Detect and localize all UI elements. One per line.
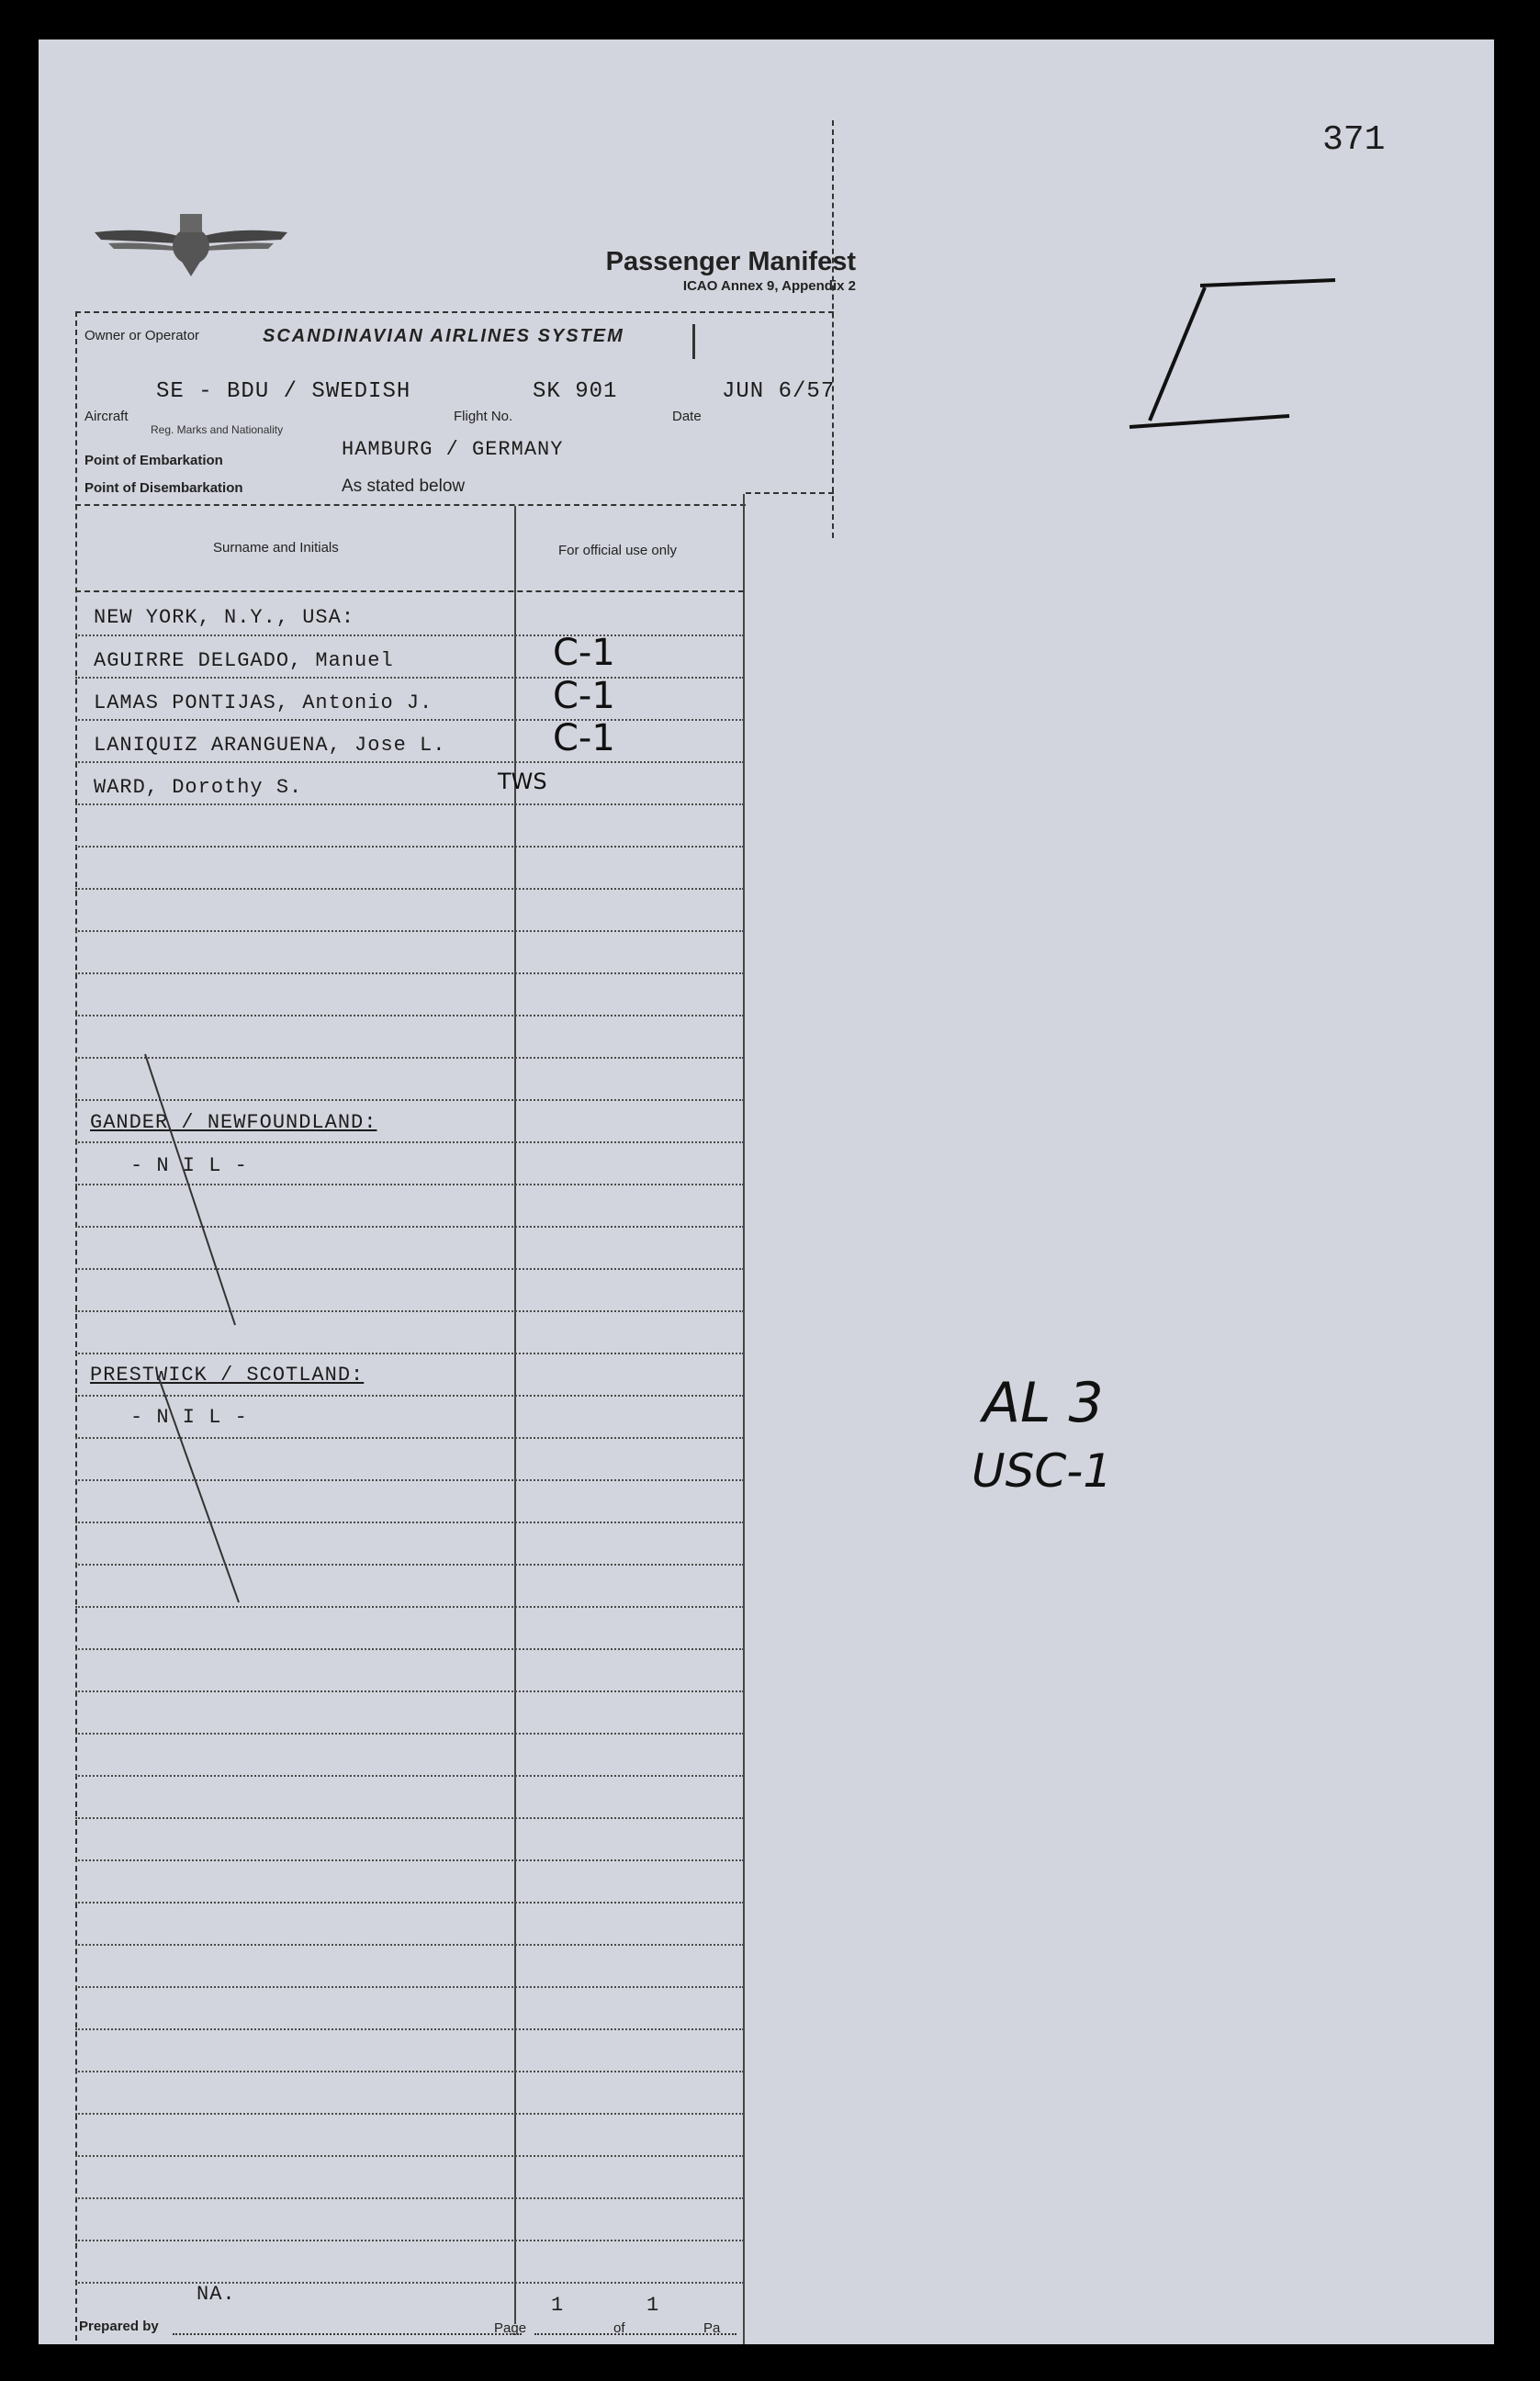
section-prestwick-heading: PRESTWICK / SCOTLAND: <box>90 1364 365 1387</box>
ruled-line <box>75 1944 744 1946</box>
embarkation-value: HAMBURG / GERMANY <box>342 438 564 461</box>
page-label: Page <box>494 2320 527 2336</box>
ruled-line <box>75 1775 744 1777</box>
page-line <box>534 2333 736 2335</box>
official-use-column-header: For official use only <box>558 543 677 558</box>
strike-line-gander <box>145 1054 235 1325</box>
surname-column-header: Surname and Initials <box>213 540 339 556</box>
handwritten-note-line2: USC-1 <box>972 1444 1113 1498</box>
ruled-line <box>75 1859 744 1861</box>
passenger-row: AGUIRRE DELGADO, Manuel <box>94 649 394 672</box>
strike-line-prestwick <box>158 1376 239 1602</box>
official-initials: TWS <box>498 769 547 794</box>
page-number: 371 <box>1322 120 1386 160</box>
embarkation-label: Point of Embarkation <box>84 453 223 468</box>
handwritten-note-line1: AL 3 <box>983 1371 1104 1435</box>
pages-label: Pa <box>703 2320 721 2336</box>
strike-lines <box>39 39 865 1692</box>
reg-marks-label: Reg. Marks and Nationality <box>151 423 284 436</box>
manifest-subtitle: ICAO Annex 9, Appendix 2 <box>682 278 856 294</box>
margin-mark <box>1122 232 1361 444</box>
disembarkation-label: Point of Disembarkation <box>84 480 243 496</box>
ruled-line <box>75 2113 744 2115</box>
ruled-line <box>75 1986 744 1988</box>
ruled-line <box>75 2155 744 2157</box>
ruled-line <box>75 2028 744 2030</box>
prepared-by-label: Prepared by <box>79 2319 159 2334</box>
aircraft-value: SE - BDU / SWEDISH <box>156 379 411 404</box>
manifest-title: Passenger Manifest <box>605 247 856 276</box>
of-label: of <box>613 2320 625 2336</box>
passenger-row: LANIQUIZ ARANGUENA, Jose L. <box>94 734 446 757</box>
ruled-line <box>75 2197 744 2199</box>
section-prestwick-value: - N I L - <box>130 1406 248 1429</box>
official-mark: C-1 <box>553 717 615 759</box>
passenger-row: LAMAS PONTIJAS, Antonio J. <box>94 691 433 714</box>
of-value: 1 <box>646 2294 660 2317</box>
manifest-sheet <box>39 39 1494 2344</box>
prepared-by-value: NA. <box>197 2283 236 2306</box>
section-gander-heading: GANDER / NEWFOUNDLAND: <box>90 1111 377 1134</box>
ruled-line <box>75 2240 744 2241</box>
date-value: JUN 6/57 <box>722 379 836 404</box>
owner-value: SCANDINAVIAN AIRLINES SYSTEM <box>263 326 624 346</box>
section-gander-value: - N I L - <box>130 1154 248 1177</box>
official-mark: C-1 <box>553 675 615 717</box>
ruled-line <box>75 1817 744 1819</box>
passenger-row: WARD, Dorothy S. <box>94 776 303 799</box>
prepared-by-line <box>173 2333 522 2335</box>
ruled-line <box>75 2282 744 2284</box>
date-label: Date <box>672 409 702 424</box>
owner-label: Owner or Operator <box>84 328 200 343</box>
ruled-line <box>75 1733 744 1735</box>
flight-value: SK 901 <box>533 379 618 404</box>
aircraft-label: Aircraft <box>84 409 129 424</box>
official-mark: C-1 <box>553 632 615 674</box>
ruled-line <box>75 1902 744 1904</box>
page-value: 1 <box>551 2294 565 2317</box>
disembarkation-value: As stated below <box>342 477 466 496</box>
section-new-york-heading: NEW YORK, N.Y., USA: <box>94 606 355 629</box>
flight-label: Flight No. <box>454 409 513 424</box>
ruled-line <box>75 2071 744 2072</box>
